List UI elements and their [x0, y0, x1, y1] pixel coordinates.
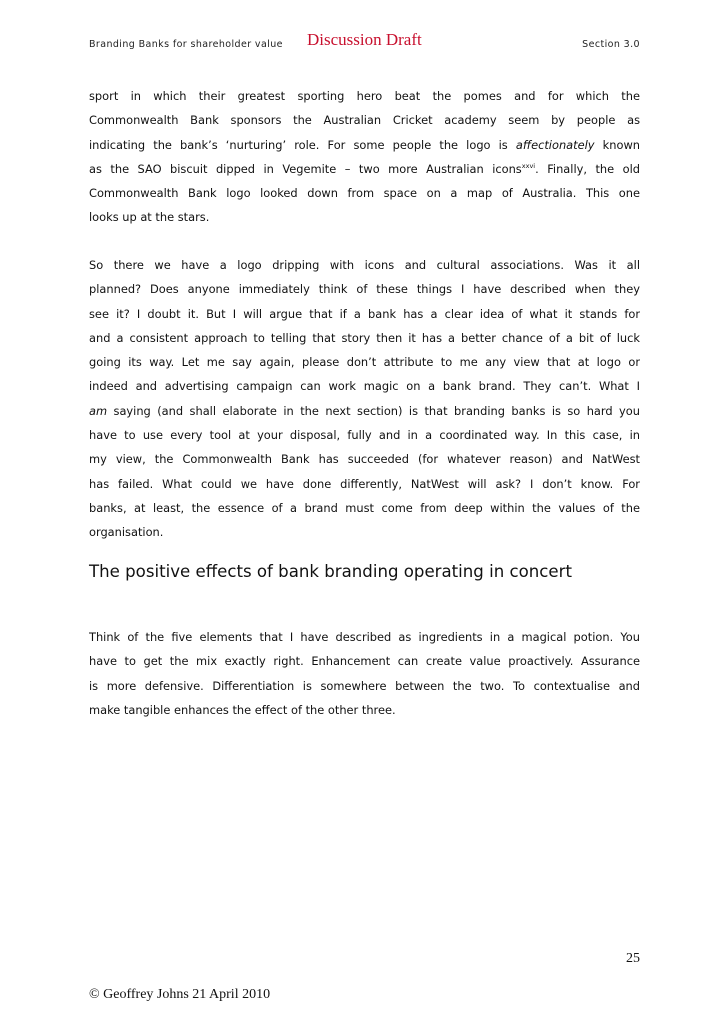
- page-number: 25: [626, 951, 640, 966]
- paragraph-line: Commonwealth Bank logo looked down from space on a map of Australia. This one: [89, 186, 640, 201]
- paragraph-line: see it? I doubt it. But I will argue that if a bank has a clear idea of what it stands for: [89, 306, 640, 321]
- paragraph-line: looks up at the stars.: [89, 210, 210, 225]
- text-run: as the SAO biscuit dipped in Vegemite – two more Australian icons: [89, 161, 522, 176]
- paragraph-line: is more defensive. Differentiation is somewhere between the two. To contextualise and: [89, 678, 640, 693]
- paragraph-line: going its way. Let me say again, please don’t attribute to me any view that at logo or: [89, 355, 640, 370]
- text-run: indicating the bank’s ‘nurturing’ role. For some people the logo is: [89, 137, 516, 152]
- paragraph-1: [89, 84, 640, 230]
- paragraph-2: [89, 253, 640, 545]
- paragraph-line: my view, the Commonwealth Bank has succeeded (for whatever reason) and NatWest: [89, 452, 640, 467]
- header-section-label: Section 3.0: [582, 39, 640, 50]
- paragraph-line: Think of the five elements that I have described as ingredients in a magical potion. You: [89, 630, 640, 644]
- paragraph-line: indeed and advertising campaign can work magic on a bank brand. They can’t. What I: [89, 379, 640, 394]
- paragraph-3: [89, 625, 640, 722]
- header-document-title: Branding Banks for shareholder value: [89, 39, 283, 50]
- paragraph-line: have to get the mix exactly right. Enhancement can create value proactively. Assurance: [89, 654, 640, 669]
- emphasis-text: am: [89, 403, 108, 418]
- paragraph-line: planned? Does anyone immediately think of these things I have described when they: [89, 282, 640, 297]
- page-header: [89, 30, 640, 60]
- text-run: known: [594, 137, 640, 152]
- paragraph-line: [89, 399, 640, 423]
- text-run: . Finally, the old: [535, 161, 640, 176]
- paragraph-line: sport in which their greatest sporting hero beat the pomes and for which the: [89, 89, 640, 103]
- paragraph-line: [89, 133, 640, 157]
- text-run: saying (and shall elaborate in the next section) is that branding banks is so hard you: [107, 403, 640, 418]
- paragraph-line: organisation.: [89, 525, 164, 540]
- copyright-footer: © Geoffrey Johns 21 April 2010: [89, 987, 271, 1002]
- paragraph-line: have to use every tool at your disposal, fully and in a coordinated way. In this case, in: [89, 428, 640, 443]
- paragraph-line: and a consistent approach to telling that story then it has a better chance of a bit of luck: [89, 330, 640, 345]
- paragraph-line: [89, 157, 640, 181]
- header-draft-label: Discussion Draft: [307, 30, 422, 49]
- emphasis-text: affectionately: [515, 137, 595, 152]
- paragraph-line: So there we have a logo dripping with icons and cultural associations. Was it all: [89, 258, 640, 272]
- paragraph-line: Commonwealth Bank sponsors the Australian Cricket academy seem by people as: [89, 113, 640, 128]
- endnote-reference: xxvi: [521, 161, 536, 170]
- paragraph-line: has failed. What could we have done differently, NatWest will ask? I don’t know. For: [89, 476, 640, 491]
- paragraph-line: make tangible enhances the effect of the other three.: [89, 702, 396, 717]
- section-heading: The positive effects of bank branding operating in concert: [89, 562, 572, 581]
- paragraph-line: banks, at least, the essence of a brand must come from deep within the values of the: [89, 500, 640, 515]
